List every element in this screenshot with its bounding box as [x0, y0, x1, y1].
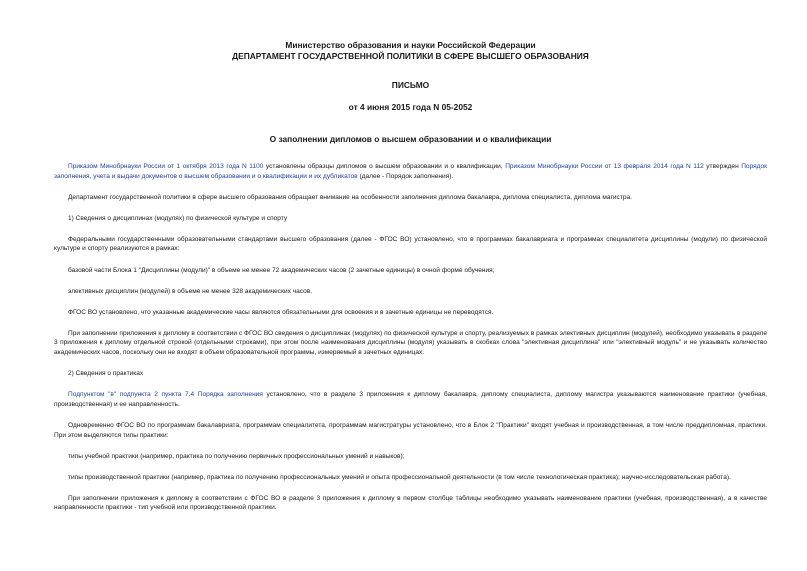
document-date: от 4 июня 2015 года N 05-2052 [348, 102, 473, 112]
department-name: ДЕПАРТАМЕНТ ГОСУДАРСТВЕННОЙ ПОЛИТИКИ В СФЕРЕ ВЫСШЕГО ОБРАЗОВАНИЯ [232, 51, 589, 61]
order-112-link[interactable]: Приказом Минобрнауки России от 13 февраля 2014 года N 112 [505, 163, 704, 170]
procedure-link-2[interactable]: Порядка заполнения [197, 391, 263, 399]
paragraph-1: Приказом Минобрнауки России от 1 октября 2013 года N 1100 установлены образцы дипломов о высшем образовании и о квалификации, Приказом Минобрнауки России от 13 февраля 2014 года N 112 утвержден Порядок заполнения, учета и выдачи документов о высшем образовании и о квалификации и их дубликатов (далее - Порядок заполнения). [54, 163, 768, 180]
procedure-link[interactable]: Порядок заполнения, учета и выдачи документов о высшем образовании и о квалификации и их дубликатов [54, 163, 768, 180]
paragraph-8: При заполнении приложения к диплому в соответствии с ФГОС ВО сведения о дисциплинах (модулях) по физической культуре и спорту, реализуемых в рамках элективных дисциплин (модулей), необходимо указывать в разделе 3 приложения к диплому отдельной строкой (отдельными строками), при этом после наименования дисциплины (модуля) указывать в скобках слова "элективная дисциплина" или "элективный модуль" и не указывать количество академических часов, поскольку они не входят в объем образовательной программы, измеряемый в зачетных единицах. [54, 329, 767, 357]
paragraph-4: Федеральными государственными образовательными стандартами высшего образования (далее - ФГОС ВО) установлено, что в программах бакалавриата и программах специалитета дисциплины (модули) по физической культуре и спорту реализуются в рамках: [54, 235, 767, 253]
paragraph-6: элективных дисциплин (модулей) в объеме не менее 328 академических часов. [68, 287, 313, 295]
subclause-link[interactable]: Подпунктом "в" подпункта 2 пункта 7.4 [68, 391, 195, 399]
document-header [54, 40, 767, 62]
ministry-name: Министерство образования и науки Российской Федерации [285, 40, 536, 50]
document-title: О заполнении дипломов о высшем образовании и о квалификации [269, 134, 552, 144]
section-heading-2: 2) Сведения о практиках [68, 370, 144, 378]
document-type: ПИСЬМО [391, 80, 430, 90]
paragraph-5: базовой части Блока 1 "Дисциплины (модули)" в объеме не менее 72 академических часов (2 зачетные единицы) в очной форме обучения; [68, 266, 495, 274]
document-body [54, 162, 767, 513]
paragraph-12: типы учебной практики (например, практика по получению первичных профессиональных умений и навыков); [68, 452, 405, 460]
section-heading-1: 1) Сведения о дисциплинах (модулях) по физической культуре и спорту [68, 214, 288, 222]
paragraph-13: типы производственной практики (например, практика по получению профессиональных умений и опыта профессиональной деятельности (в том числе технологическая практика); научно-исследовательская работа). [68, 473, 731, 481]
paragraph-14: При заполнении приложения к диплому в соответствии с ФГОС ВО в разделе 3 приложения к диплому в первом столбце таблицы необходимо указывать наименование практики (учебная, производственная), а в качестве направленности практики - тип учебной или производственной практики. [54, 494, 767, 512]
paragraph-2: Департамент государственной политики в сфере высшего образования обращает внимание на особенности заполнения диплома бакалавра, диплома специалиста, диплома магистра. [68, 193, 632, 201]
order-1100-link[interactable]: Приказом Минобрнауки России от 1 октября 2013 года N 1100 [68, 163, 264, 170]
paragraph-11: Одновременно ФГОС ВО по программам бакалавриата, программам специалитета, программам магистратуры установлено, что в Блок 2 "Практики" входят учебная и производственная, в том числе преддипломная, практики. При этом выделяются типы практики: [54, 421, 767, 439]
paragraph-10: Подпунктом "в" подпункта 2 пункта 7.4 Порядка заполнения установлено, что в разделе 3 приложения к диплому бакалавра, диплому специалиста, диплому магистра указываются наименование практики (учебная, производственная) и ее направленность. [54, 391, 767, 408]
paragraph-7: ФГОС ВО установлено, что указанные академические часы являются обязательными для освоения и в зачетные единицы не переводятся. [68, 308, 494, 316]
